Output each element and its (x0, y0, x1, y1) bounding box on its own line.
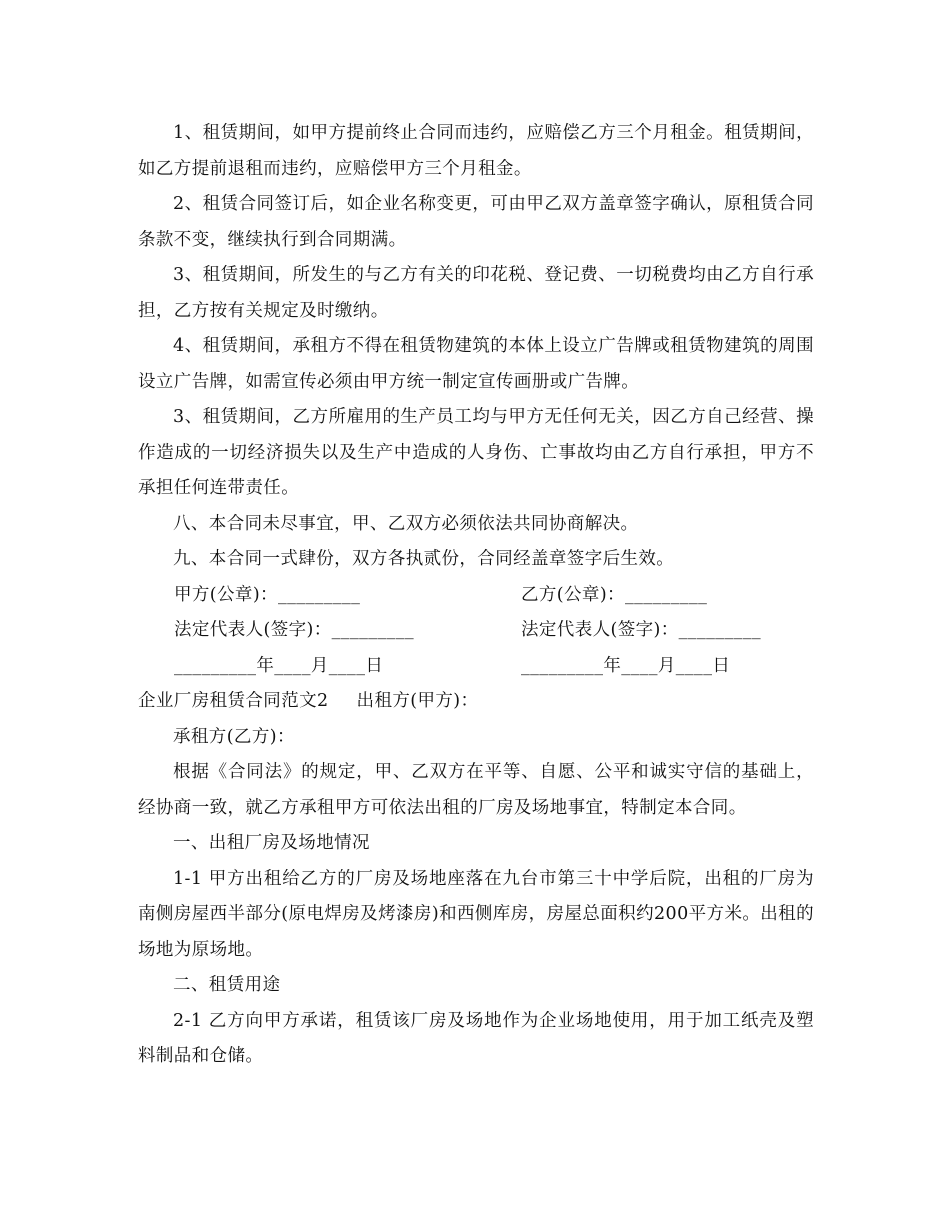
clause-paragraph: 八、本合同未尽事宜，甲、乙双方必须依法共同协商解决。 (173, 513, 639, 534)
party-a-seal-field: 甲方(公章)：_________ (174, 584, 361, 605)
signature-seal-row (138, 578, 814, 614)
clause-paragraph: 2、租赁合同签订后，如企业名称变更，可由甲乙双方盖章签字确认，原租赁合同条款不变，继续执行到合同期满。 (138, 194, 814, 250)
clause-paragraph: 九、本合同一式肆份，双方各执贰份，合同经盖章签字后生效。 (173, 549, 675, 569)
section-heading: 二、租赁用途 (173, 975, 281, 995)
party-a-date-field: _________年____月____日 (174, 655, 384, 676)
clause-paragraph: 3、租赁期间，所发生的与乙方有关的印花税、登记费、一切税费均由乙方自行承担，乙方按有关规定及时缴纳。 (138, 265, 814, 321)
section-heading: 一、出租厂房及场地情况 (173, 833, 370, 853)
party-b-date-field: _________年____月____日 (521, 655, 731, 676)
clause-paragraph: 1、租赁期间，如甲方提前终止合同而违约，应赔偿乙方三个月租金。租赁期间，如乙方提前退租而违约，应赔偿甲方三个月租金。 (138, 123, 814, 179)
signature-rep-row (138, 613, 814, 649)
lessor-label: 出租方(甲方)： (356, 691, 479, 711)
contract-paragraph: 1-1 甲方出租给乙方的厂房及场地座落在九台市第三十中学后院，出租的厂房为南侧房屋西半部分(原电焊房及烤漆房)和西侧库房，房屋总面积约200平方米。出租的场地为原场地。 (138, 868, 814, 960)
party-a-rep-field: 法定代表人(签字)：_________ (174, 620, 415, 640)
second-contract-title-row (138, 684, 814, 720)
party-b-rep-field: 法定代表人(签字)：_________ (521, 620, 762, 640)
lessee-label: 承租方(乙方)： (173, 726, 295, 747)
party-b-seal-field: 乙方(公章)：_________ (521, 584, 708, 605)
contract-paragraph: 根据《合同法》的规定，甲、乙双方在平等、自愿、公平和诚实守信的基础上，经协商一致，就乙方承租甲方可依法出租的厂房及场地事宜，特制定本合同。 (138, 762, 814, 818)
document-body (138, 116, 814, 1075)
clause-paragraph: 4、租赁期间，承租方不得在租赁物建筑的本体上设立广告牌或租赁物建筑的周围设立广告牌，如需宣传必须由甲方统一制定宣传画册或广告牌。 (138, 336, 814, 392)
second-contract-title: 企业厂房租赁合同范文2 (138, 691, 329, 711)
signature-date-row (138, 649, 814, 685)
clause-paragraph: 3、租赁期间，乙方所雇用的生产员工均与甲方无任何无关，因乙方自己经营、操作造成的一切经济损失以及生产中造成的人身伤、亡事故均由乙方自行承担，甲方不承担任何连带责任。 (138, 407, 814, 498)
contract-paragraph: 2-1 乙方向甲方承诺，租赁该厂房及场地作为企业场地使用，用于加工纸壳及塑料制品和仓储。 (138, 1010, 814, 1066)
